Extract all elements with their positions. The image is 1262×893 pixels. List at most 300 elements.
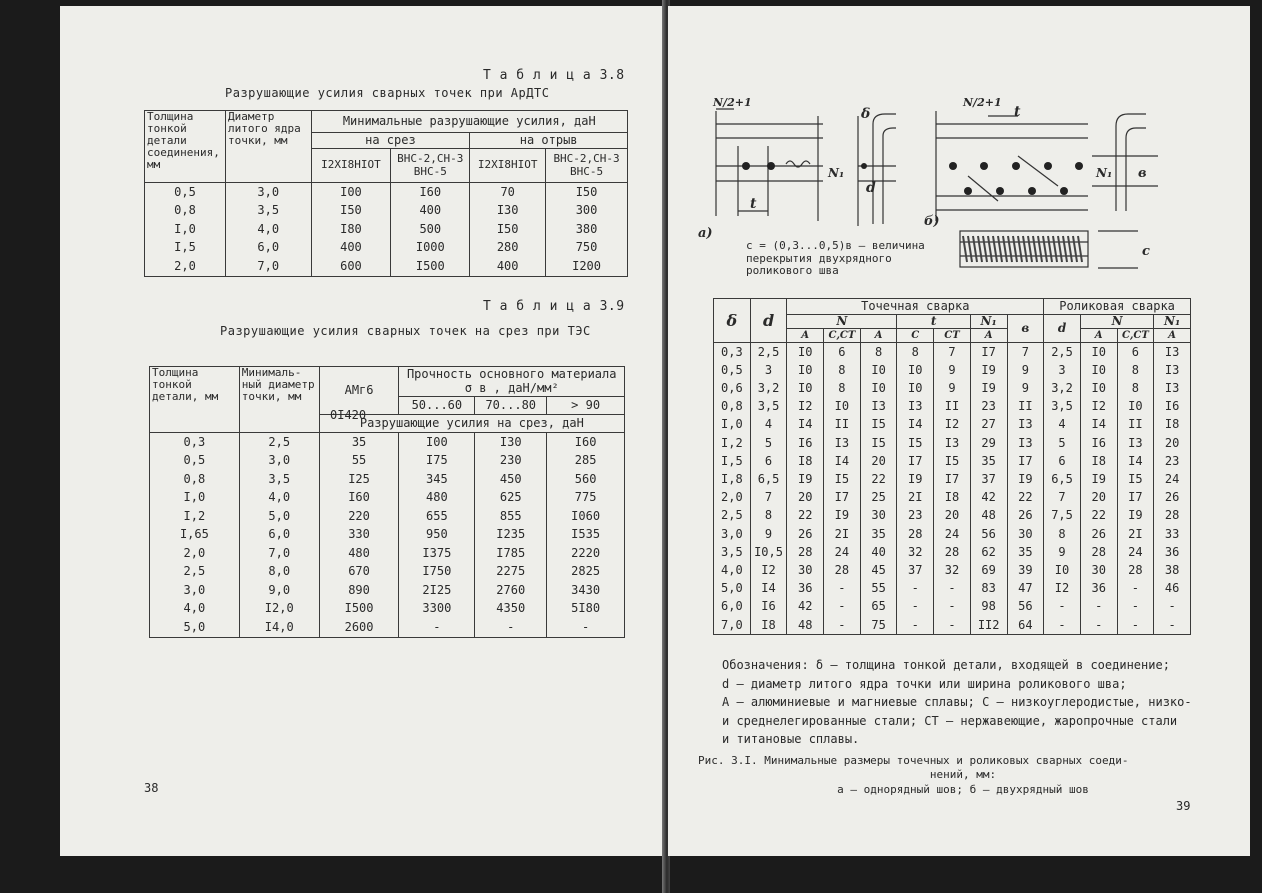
table-cell: 28 xyxy=(1080,543,1117,561)
table-cell: 750 xyxy=(546,239,628,258)
table-cell: I0 xyxy=(1080,380,1117,398)
table-cell: I0,5 xyxy=(750,543,787,561)
table-cell: 4350 xyxy=(475,600,547,619)
table-cell: 6,5 xyxy=(750,471,787,489)
table-cell: 28 xyxy=(824,561,861,579)
table-cell: 25 xyxy=(860,489,897,507)
table-cell: I3 xyxy=(1117,434,1154,452)
table-cell: 6 xyxy=(1117,343,1154,362)
column-header-d: d xyxy=(750,299,787,343)
table-cell: 560 xyxy=(547,470,625,489)
table-cell: I7 xyxy=(934,471,971,489)
table-cell: I2 xyxy=(1080,398,1117,416)
table-cell: 2I xyxy=(897,489,934,507)
table-cell: 2,0 xyxy=(145,257,226,276)
table-cell: I5 xyxy=(1117,471,1154,489)
table-cell: 7,0 xyxy=(239,544,319,563)
table-cell: I9 xyxy=(970,361,1007,379)
column-header-range-2: 70...80 xyxy=(475,397,547,415)
dim-b: в xyxy=(1138,166,1147,181)
table-cell: - xyxy=(934,616,971,635)
table-cell: 3300 xyxy=(399,600,475,619)
table-cell: I9 xyxy=(970,380,1007,398)
column-header-roll-d: d xyxy=(1044,315,1081,343)
table-cell: I30 xyxy=(470,202,546,221)
table-cell: 2,5 xyxy=(750,343,787,362)
table-cell: I535 xyxy=(547,526,625,545)
table-row xyxy=(150,470,625,489)
table-row xyxy=(145,257,628,276)
table-cell: 7,0 xyxy=(714,616,751,635)
table-cell: 8 xyxy=(1044,525,1081,543)
table-cell: 35 xyxy=(860,525,897,543)
table-cell: 22 xyxy=(787,507,824,525)
table-cell: 9,0 xyxy=(239,581,319,600)
table-cell: 26 xyxy=(787,525,824,543)
table-cell: 6,0 xyxy=(225,239,311,258)
table-row xyxy=(145,202,628,221)
table-cell: I7 xyxy=(1007,452,1044,470)
table-cell: - xyxy=(475,618,547,637)
column-header-n: N xyxy=(787,315,897,329)
column-header-roll-n1: N₁ xyxy=(1154,315,1191,329)
table-cell: 4 xyxy=(750,416,787,434)
table-3-9 xyxy=(149,366,625,638)
table-cell: 2220 xyxy=(547,544,625,563)
table-row xyxy=(714,543,1191,561)
table-cell: 5,0 xyxy=(239,507,319,526)
table-cell: 300 xyxy=(546,202,628,221)
table-cell: 83 xyxy=(970,580,1007,598)
table-cell: I9 xyxy=(1117,507,1154,525)
table-cell: 26 xyxy=(1154,489,1191,507)
column-header-alloy-1: ВНС-2,СН-3 ВНС-5 xyxy=(391,149,470,183)
table-row xyxy=(150,563,625,582)
table-cell: 7,5 xyxy=(1044,507,1081,525)
table-cell: 55 xyxy=(319,452,399,471)
table-cell: I0 xyxy=(860,380,897,398)
table-cell: 28 xyxy=(934,543,971,561)
table-cell: 26 xyxy=(1007,507,1044,525)
table-cell: 0,6 xyxy=(714,380,751,398)
table-cell: I3 xyxy=(1154,343,1191,362)
caption-line: Рис. 3.I. Минимальные размеры точечных и роликовых сварных соеди- xyxy=(698,754,1129,767)
column-header-roller-welding: Роликовая сварка xyxy=(1044,299,1191,315)
table-cell: 22 xyxy=(1080,507,1117,525)
table-row xyxy=(714,471,1191,489)
table-cell: I8 xyxy=(934,489,971,507)
table-cell: - xyxy=(897,580,934,598)
table-cell: 30 xyxy=(787,561,824,579)
table-cell: 7 xyxy=(750,489,787,507)
table-cell: 35 xyxy=(970,452,1007,470)
dim-delta: δ xyxy=(861,106,871,122)
table-cell: 6 xyxy=(1044,452,1081,470)
dim-t-b: t xyxy=(1014,104,1021,120)
column-header-spot-welding: Точечная сварка xyxy=(787,299,1044,315)
table-cell: 35 xyxy=(1007,543,1044,561)
table-cell: I,0 xyxy=(714,416,751,434)
table-cell: I,5 xyxy=(145,239,226,258)
table-cell: 400 xyxy=(311,239,391,258)
table-cell: 9 xyxy=(1007,361,1044,379)
table-cell: I3 xyxy=(1007,434,1044,452)
table-cell: 8 xyxy=(897,343,934,362)
table-cell: 655 xyxy=(399,507,475,526)
table-cell: 8 xyxy=(824,361,861,379)
column-header-roll-n-cct: С,СТ xyxy=(1117,329,1154,343)
table-cell: 5,0 xyxy=(714,580,751,598)
table-cell: II xyxy=(934,398,971,416)
table-cell: I5 xyxy=(824,471,861,489)
table-cell: 0,5 xyxy=(714,361,751,379)
table-cell: I0 xyxy=(824,398,861,416)
dim-c: с xyxy=(1142,244,1150,259)
column-header-delta: δ xyxy=(714,299,751,343)
table-cell: 600 xyxy=(311,257,391,276)
table-cell: I0 xyxy=(1117,398,1154,416)
table-cell: I3 xyxy=(897,398,934,416)
table-row xyxy=(150,452,625,471)
table-cell: I0 xyxy=(787,343,824,362)
table-cell: I,0 xyxy=(150,489,240,508)
table-cell: 9 xyxy=(750,525,787,543)
table-cell: 2600 xyxy=(319,618,399,637)
table-cell: 7,0 xyxy=(225,257,311,276)
figure-caption xyxy=(698,754,1228,797)
table-cell: 9 xyxy=(1007,380,1044,398)
table-row xyxy=(714,434,1191,452)
table-cell: 20 xyxy=(934,507,971,525)
table-cell: 3,5 xyxy=(750,398,787,416)
table-cell: 0,5 xyxy=(150,452,240,471)
table-cell: 9 xyxy=(934,380,971,398)
table-cell: 0,8 xyxy=(714,398,751,416)
table-cell: 20 xyxy=(1154,434,1191,452)
table-cell: 20 xyxy=(860,452,897,470)
table-cell: I500 xyxy=(319,600,399,619)
table-cell: I,5 xyxy=(714,452,751,470)
table-cell: I9 xyxy=(1007,471,1044,489)
table-cell: 62 xyxy=(970,543,1007,561)
table-cell: I3 xyxy=(860,398,897,416)
table-cell: I6 xyxy=(787,434,824,452)
table-cell: 480 xyxy=(319,544,399,563)
table-cell: 24 xyxy=(1154,471,1191,489)
table-row xyxy=(714,525,1191,543)
table-cell: I0 xyxy=(897,380,934,398)
table-cell: 47 xyxy=(1007,580,1044,598)
table-cell: 23 xyxy=(970,398,1007,416)
table-cell: 2I xyxy=(824,525,861,543)
table-cell: I6 xyxy=(1080,434,1117,452)
table-cell: I8 xyxy=(787,452,824,470)
table-cell: I5 xyxy=(860,434,897,452)
table-cell: 3,0 xyxy=(239,452,319,471)
table-cell: I4,0 xyxy=(239,618,319,637)
page-number: 38 xyxy=(144,781,159,795)
table-cell: 8,0 xyxy=(239,563,319,582)
table-cell: 450 xyxy=(475,470,547,489)
table-cell: 2275 xyxy=(475,563,547,582)
table-cell: 8 xyxy=(860,343,897,362)
table-cell: 5 xyxy=(1044,434,1081,452)
table-cell: 28 xyxy=(1117,561,1154,579)
table-cell: 670 xyxy=(319,563,399,582)
note-line: А – алюминиевые и магниевые сплавы; С – низкоуглеродистые, низко- xyxy=(722,695,1192,710)
table-cell: - xyxy=(934,580,971,598)
table-cell: I8 xyxy=(1080,452,1117,470)
table-row xyxy=(714,561,1191,579)
column-header-n-cct: С,СТ xyxy=(824,329,861,343)
table-cell: I00 xyxy=(399,433,475,452)
table-3-9-title: Разрушающие усилия сварных точек на срез при ТЭС xyxy=(220,324,591,338)
table-cell: 37 xyxy=(970,471,1007,489)
table-cell: I6 xyxy=(1154,398,1191,416)
column-header-roll-n: N xyxy=(1080,315,1153,329)
column-header-steel-2: I2XI8HIOT xyxy=(470,149,546,183)
table-cell: 2,5 xyxy=(239,433,319,452)
table-cell: 55 xyxy=(860,580,897,598)
table-cell: - xyxy=(1080,616,1117,635)
figure-label-b: б) xyxy=(924,214,940,229)
table-cell: I0 xyxy=(1080,343,1117,362)
column-header-tear: на отрыв xyxy=(470,133,628,149)
table-cell: I30 xyxy=(475,433,547,452)
table-cell: 0,5 xyxy=(145,183,226,202)
table-cell: 2,0 xyxy=(150,544,240,563)
table-cell: 40 xyxy=(860,543,897,561)
table-cell: - xyxy=(1117,598,1154,616)
table-cell: 30 xyxy=(860,507,897,525)
seam-size-table xyxy=(713,298,1191,635)
table-row xyxy=(150,526,625,545)
table-cell: I0 xyxy=(897,361,934,379)
table-cell: I4 xyxy=(824,452,861,470)
table-cell: 950 xyxy=(399,526,475,545)
table-cell: 7 xyxy=(934,343,971,362)
table-cell: I0 xyxy=(787,361,824,379)
table-cell: I00 xyxy=(311,183,391,202)
table-cell: I25 xyxy=(319,470,399,489)
table-cell: - xyxy=(1117,616,1154,635)
caption-line: нений, мм: xyxy=(929,768,997,782)
column-header-thickness: Толщина тонкой детали соединения, мм xyxy=(145,111,226,183)
table-cell: I9 xyxy=(824,507,861,525)
column-header-shear: на срез xyxy=(311,133,470,149)
table-cell: 39 xyxy=(1007,561,1044,579)
table-cell: I5 xyxy=(860,416,897,434)
table-cell: 4,0 xyxy=(714,561,751,579)
note-line: и титановые сплавы. xyxy=(722,732,860,747)
table-cell: 0,8 xyxy=(145,202,226,221)
table-cell: 75 xyxy=(860,616,897,635)
table-cell: 280 xyxy=(470,239,546,258)
table-cell: 2,0 xyxy=(714,489,751,507)
table-cell: 20 xyxy=(787,489,824,507)
table-cell: I8 xyxy=(1154,416,1191,434)
table-cell: I5 xyxy=(934,452,971,470)
table-cell: 3,0 xyxy=(225,183,311,202)
table-cell: I7 xyxy=(1117,489,1154,507)
table-cell: 3,2 xyxy=(750,380,787,398)
table-cell: 3,2 xyxy=(1044,380,1081,398)
table-cell: 48 xyxy=(970,507,1007,525)
table-row xyxy=(145,239,628,258)
table-cell: 380 xyxy=(546,220,628,239)
table-cell: 28 xyxy=(897,525,934,543)
table-cell: 70 xyxy=(470,183,546,202)
table-cell: 5 xyxy=(750,434,787,452)
column-header-t-ct: СТ xyxy=(934,329,971,343)
table-cell: 38 xyxy=(1154,561,1191,579)
table-cell: - xyxy=(934,598,971,616)
table-cell: 28 xyxy=(787,543,824,561)
table-cell: 45 xyxy=(860,561,897,579)
dim-n1-a: N₁ xyxy=(828,166,845,180)
table-cell: 48 xyxy=(787,616,824,635)
table-cell: 3,5 xyxy=(1044,398,1081,416)
table-cell: I2 xyxy=(1044,580,1081,598)
table-cell: I60 xyxy=(319,489,399,508)
column-header-alloy-2: ВНС-2,СН-3 ВНС-5 xyxy=(546,149,628,183)
table-cell: - xyxy=(897,616,934,635)
table-cell: 5I80 xyxy=(547,600,625,619)
table-cell: 28 xyxy=(1154,507,1191,525)
table-row xyxy=(150,489,625,508)
table-cell: - xyxy=(1044,598,1081,616)
table-cell: I,2 xyxy=(150,507,240,526)
table-cell: I9 xyxy=(787,471,824,489)
table-cell: I0 xyxy=(1044,561,1081,579)
table-cell: 5,0 xyxy=(150,618,240,637)
table-cell: 0,3 xyxy=(714,343,751,362)
table-cell: 2825 xyxy=(547,563,625,582)
table-cell: 855 xyxy=(475,507,547,526)
table-cell: 6 xyxy=(750,452,787,470)
table-cell: 2,5 xyxy=(150,563,240,582)
table-cell: I3 xyxy=(824,434,861,452)
table-row xyxy=(145,183,628,202)
table-cell: I,65 xyxy=(150,526,240,545)
table-cell: I9 xyxy=(897,471,934,489)
table-cell: 220 xyxy=(319,507,399,526)
table-cell: I3 xyxy=(1154,361,1191,379)
table-cell: - xyxy=(399,618,475,637)
table-cell: I,8 xyxy=(714,471,751,489)
table-row xyxy=(714,489,1191,507)
table-cell: 24 xyxy=(824,543,861,561)
table-cell: - xyxy=(824,598,861,616)
table-row xyxy=(714,416,1191,434)
dim-n-over-2-plus-1-b: N/2+1 xyxy=(963,96,1002,109)
table-cell: 345 xyxy=(399,470,475,489)
table-cell: 30 xyxy=(1080,561,1117,579)
table-cell: - xyxy=(1154,616,1191,635)
table-cell: 23 xyxy=(897,507,934,525)
table-cell: I50 xyxy=(470,220,546,239)
table-cell: I,2 xyxy=(714,434,751,452)
table-cell: I80 xyxy=(311,220,391,239)
table-cell: I375 xyxy=(399,544,475,563)
table-cell: I75 xyxy=(399,452,475,471)
dim-n1-b: N₁ xyxy=(1096,166,1113,180)
table-cell: 890 xyxy=(319,581,399,600)
column-header-shear-force: Разрушающие усилия на срез, даН xyxy=(319,415,624,433)
table-row xyxy=(150,581,625,600)
table-row xyxy=(714,452,1191,470)
table-cell: 6 xyxy=(824,343,861,362)
table-cell: I50 xyxy=(311,202,391,221)
table-cell: 22 xyxy=(1007,489,1044,507)
column-header-min-force: Минимальные разрушающие усилия, даН xyxy=(311,111,627,133)
table-cell: II xyxy=(1117,416,1154,434)
table-cell: I3 xyxy=(934,434,971,452)
table-cell: 30 xyxy=(1007,525,1044,543)
table-cell: 37 xyxy=(897,561,934,579)
table-cell: I4 xyxy=(787,416,824,434)
table-row xyxy=(150,433,625,452)
table-cell: I235 xyxy=(475,526,547,545)
table-cell: I0 xyxy=(787,380,824,398)
table-row xyxy=(150,618,625,637)
table-cell: - xyxy=(1117,580,1154,598)
table-cell: I060 xyxy=(547,507,625,526)
table-cell: 8 xyxy=(1117,380,1154,398)
table-cell: 8 xyxy=(1117,361,1154,379)
table-cell: I50 xyxy=(546,183,628,202)
table-cell: 4,0 xyxy=(150,600,240,619)
table-cell: I7 xyxy=(897,452,934,470)
table-cell: I2 xyxy=(934,416,971,434)
table-cell: 2,5 xyxy=(1044,343,1081,362)
table-cell: II xyxy=(824,416,861,434)
table-row xyxy=(714,380,1191,398)
table-cell: - xyxy=(547,618,625,637)
table-cell: I500 xyxy=(391,257,470,276)
table-cell: I000 xyxy=(391,239,470,258)
table-3-9-label: Т а б л и ц а 3.9 xyxy=(483,299,625,314)
table-cell: 230 xyxy=(475,452,547,471)
table-cell: 29 xyxy=(970,434,1007,452)
table-cell: 22 xyxy=(860,471,897,489)
column-header-t: t xyxy=(897,315,970,329)
table-cell: I0 xyxy=(860,361,897,379)
table-cell: 42 xyxy=(970,489,1007,507)
table-3-8-title: Разрушающие усилия сварных точек при АрДТС xyxy=(225,86,550,100)
table-cell: 2I25 xyxy=(399,581,475,600)
table-cell: 6,5 xyxy=(1044,471,1081,489)
table-cell: 3 xyxy=(750,361,787,379)
column-header-b: в xyxy=(1007,315,1044,343)
table-cell: 3,5 xyxy=(714,543,751,561)
table-cell: 3,5 xyxy=(239,470,319,489)
table-cell: 0,8 xyxy=(150,470,240,489)
table-3-8 xyxy=(144,110,628,277)
table-cell: 6,0 xyxy=(714,598,751,616)
column-header-base-strength: Прочность основного материала xyxy=(406,367,617,382)
table-cell: I60 xyxy=(391,183,470,202)
table-cell: 98 xyxy=(970,598,1007,616)
table-row xyxy=(714,343,1191,362)
table-cell: I785 xyxy=(475,544,547,563)
table-cell: 8 xyxy=(750,507,787,525)
table-cell: 3,0 xyxy=(150,581,240,600)
table-cell: - xyxy=(1154,598,1191,616)
column-header-range-3: > 90 xyxy=(547,397,625,415)
overlap-caption: с = (0,3...0,5)в – величина перекрытия двухрядного роликового шва xyxy=(746,239,925,278)
column-header-n1-a: А xyxy=(970,329,1007,343)
